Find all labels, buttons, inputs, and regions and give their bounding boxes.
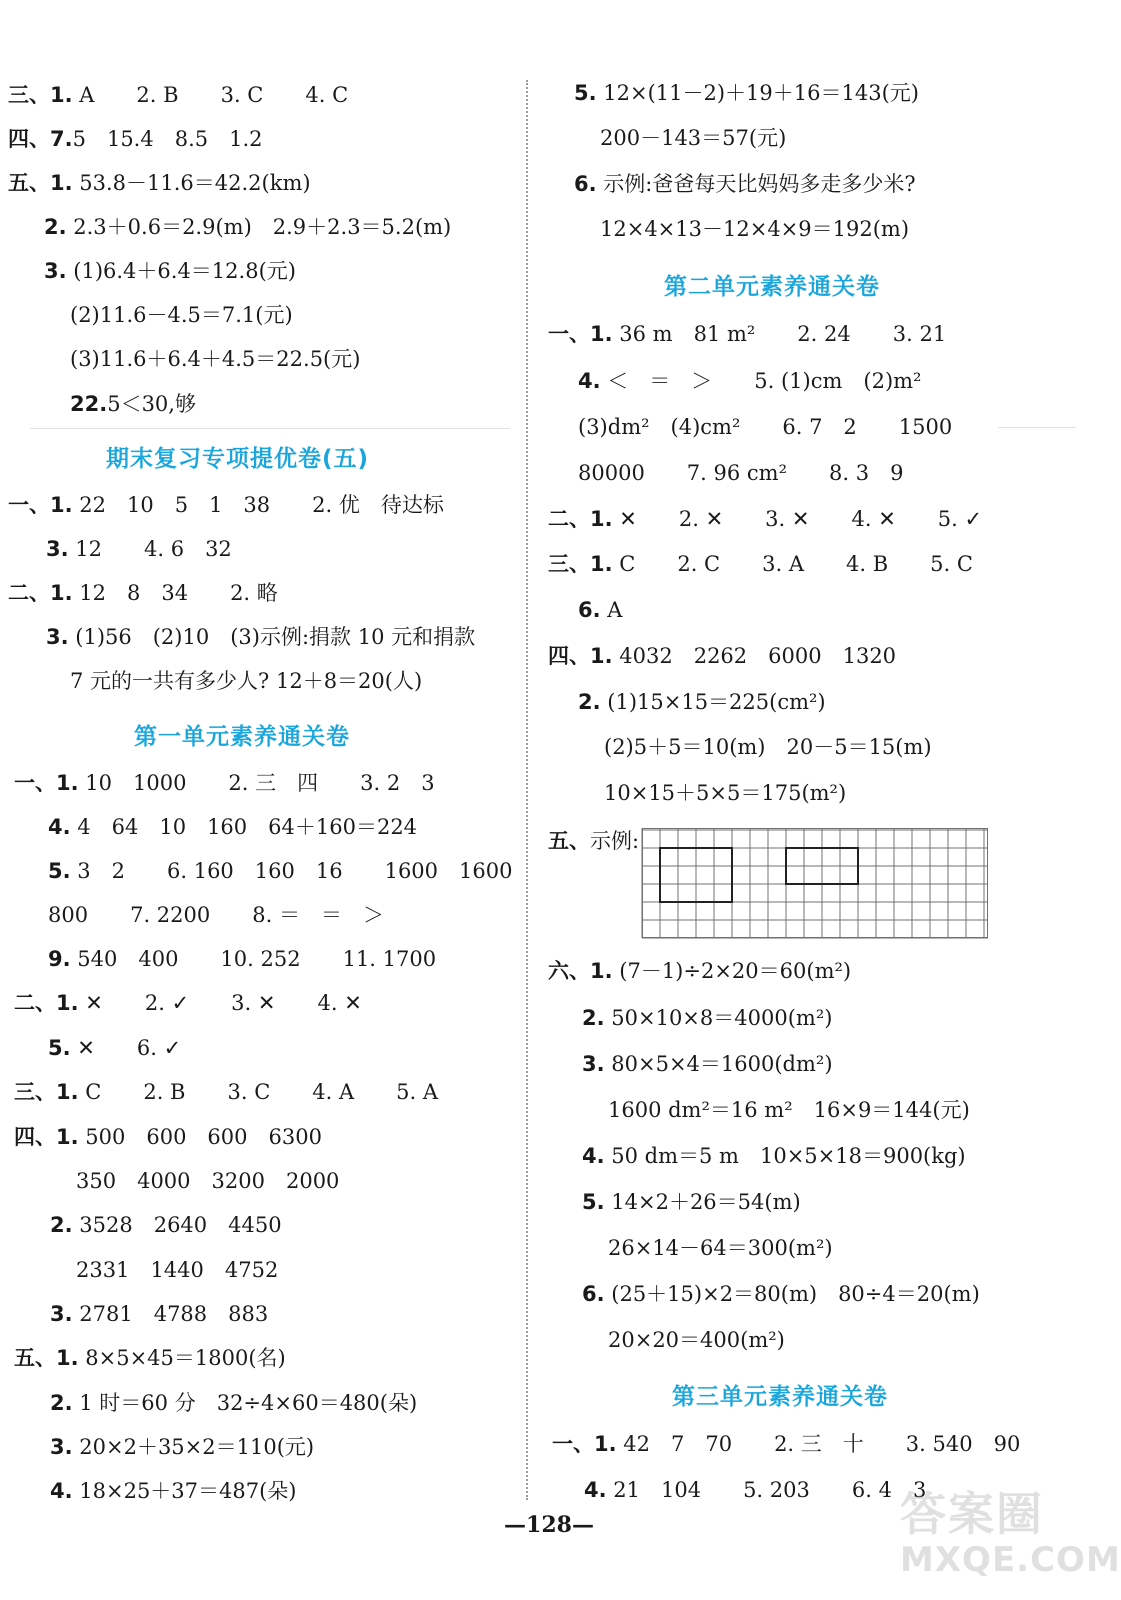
section-separator bbox=[998, 427, 1076, 428]
answer-line: 200－143＝57(元) bbox=[600, 126, 787, 150]
answer-line: 三、1. C 2. B 3. C 4. A 5. A bbox=[14, 1080, 439, 1104]
answer-line: 350 4000 3200 2000 bbox=[76, 1169, 340, 1193]
answer-line: 3. 12 4. 6 32 bbox=[46, 537, 232, 561]
answer-line: 6. (25＋15)×2＝80(m) 80÷4＝20(m) bbox=[582, 1282, 980, 1306]
answer-line: 5. ✕ 6. ✓ bbox=[48, 1036, 182, 1060]
watermark-text: 答案圈 bbox=[900, 1487, 1044, 1541]
answer-line: 26×14－64＝300(m²) bbox=[608, 1236, 833, 1260]
section-title: 第一单元素养通关卷 bbox=[134, 724, 350, 750]
answer-line: 四、1. 4032 2262 6000 1320 bbox=[548, 644, 897, 668]
answer-line: 5. 14×2＋26＝54(m) bbox=[582, 1190, 801, 1214]
answer-line: 二、1. ✕ 2. ✓ 3. ✕ 4. ✕ bbox=[14, 991, 362, 1015]
answer-line: 4. ＜ ＝ ＞ 5. (1)cm (2)m² bbox=[578, 369, 922, 393]
column-divider bbox=[526, 80, 528, 1500]
answer-line: 800 7. 2200 8. ＝ ＝ ＞ bbox=[48, 903, 384, 927]
answer-line: 四、7.5 15.4 8.5 1.2 bbox=[8, 127, 263, 151]
answer-line: 6. A bbox=[578, 598, 623, 622]
answer-line: 四、1. 500 600 600 6300 bbox=[14, 1125, 322, 1149]
grid-diagram bbox=[642, 828, 988, 938]
answer-line: 三、1. C 2. C 3. A 4. B 5. C bbox=[548, 552, 973, 576]
answer-line: 80000 7. 96 cm² 8. 3 9 bbox=[578, 461, 904, 485]
answer-line: 3. (1)6.4＋6.4＝12.8(元) bbox=[44, 259, 296, 283]
answer-line: (2)11.6－4.5＝7.1(元) bbox=[70, 303, 293, 327]
answer-line: 六、1. (7－1)÷2×20＝60(m²) bbox=[548, 959, 852, 983]
watermark-url: MXQE.COM bbox=[900, 1540, 1121, 1580]
answer-line: 4. 21 104 5. 203 6. 4 3 bbox=[584, 1478, 927, 1502]
answer-line: 二、1. 12 8 34 2. 略 bbox=[8, 581, 278, 605]
answer-line: 10×15＋5×5＝175(m²) bbox=[604, 781, 847, 805]
answer-line: (3)dm² (4)cm² 6. 7 2 1500 bbox=[578, 415, 953, 439]
answer-line: 5. 12×(11－2)＋19＋16＝143(元) bbox=[574, 81, 919, 105]
answer-line: 3. 2781 4788 883 bbox=[50, 1302, 269, 1326]
answer-line: 6. 示例:爸爸每天比妈妈多走多少米? bbox=[574, 172, 916, 196]
answer-line: 2. (1)15×15＝225(cm²) bbox=[578, 690, 826, 714]
answer-line: 2. 2.3＋0.6＝2.9(m) 2.9＋2.3＝5.2(m) bbox=[44, 215, 452, 239]
answer-line: 3. 20×2＋35×2＝110(元) bbox=[50, 1435, 315, 1459]
answer-line: 一、1. 10 1000 2. 三 四 3. 2 3 bbox=[14, 771, 435, 795]
answer-line: 3. (1)56 (2)10 (3)示例:捐款 10 元和捐款 bbox=[46, 625, 476, 649]
answer-line: 9. 540 400 10. 252 11. 1700 bbox=[48, 947, 437, 971]
answer-line: 5. 3 2 6. 160 160 16 1600 1600 bbox=[48, 859, 513, 883]
answer-line: 12×4×13－12×4×9＝192(m) bbox=[600, 217, 910, 241]
answer-line: 五、1. 53.8－11.6＝42.2(km) bbox=[8, 171, 311, 195]
answer-line: 3. 80×5×4＝1600(dm²) bbox=[582, 1052, 833, 1076]
section-title: 第二单元素养通关卷 bbox=[664, 274, 880, 300]
section-title: 期末复习专项提优卷(五) bbox=[106, 446, 370, 472]
answer-line: 五、示例: bbox=[548, 829, 640, 853]
answer-line: (3)11.6＋6.4＋4.5＝22.5(元) bbox=[70, 347, 361, 371]
answer-line: 2. 1 时＝60 分 32÷4×60＝480(朵) bbox=[50, 1391, 418, 1415]
answer-line: 三、1. A 2. B 3. C 4. C bbox=[8, 83, 349, 107]
answer-line: 2. 50×10×8＝4000(m²) bbox=[582, 1006, 833, 1030]
section-separator bbox=[30, 428, 510, 429]
answer-line: 7 元的一共有多少人? 12＋8＝20(人) bbox=[70, 669, 423, 693]
answer-line: 一、1. 36 m 81 m² 2. 24 3. 21 bbox=[548, 322, 947, 346]
answer-line: 4. 18×25＋37＝487(朵) bbox=[50, 1479, 297, 1503]
answer-line: 五、1. 8×5×45＝1800(名) bbox=[14, 1346, 286, 1370]
answer-line: 2331 1440 4752 bbox=[76, 1258, 279, 1282]
answer-line: (2)5＋5＝10(m) 20－5＝15(m) bbox=[604, 735, 932, 759]
answer-line: 一、1. 22 10 5 1 38 2. 优 待达标 bbox=[8, 493, 444, 517]
answer-line: 二、1. ✕ 2. ✕ 3. ✕ 4. ✕ 5. ✓ bbox=[548, 507, 983, 531]
answer-line: 20×20＝400(m²) bbox=[608, 1328, 785, 1352]
answer-line: 一、1. 42 7 70 2. 三 十 3. 540 90 bbox=[552, 1432, 1021, 1456]
section-title: 第三单元素养通关卷 bbox=[672, 1384, 888, 1410]
answer-line: 2. 3528 2640 4450 bbox=[50, 1213, 282, 1237]
page-number: —128— bbox=[504, 1512, 594, 1538]
answer-line: 4. 4 64 10 160 64＋160＝224 bbox=[48, 815, 418, 839]
watermark bbox=[900, 1478, 1121, 1588]
answer-line: 1600 dm²＝16 m² 16×9＝144(元) bbox=[608, 1098, 970, 1122]
answer-line: 22.5＜30,够 bbox=[70, 392, 196, 416]
answer-line: 4. 50 dm＝5 m 10×5×18＝900(kg) bbox=[582, 1144, 966, 1168]
